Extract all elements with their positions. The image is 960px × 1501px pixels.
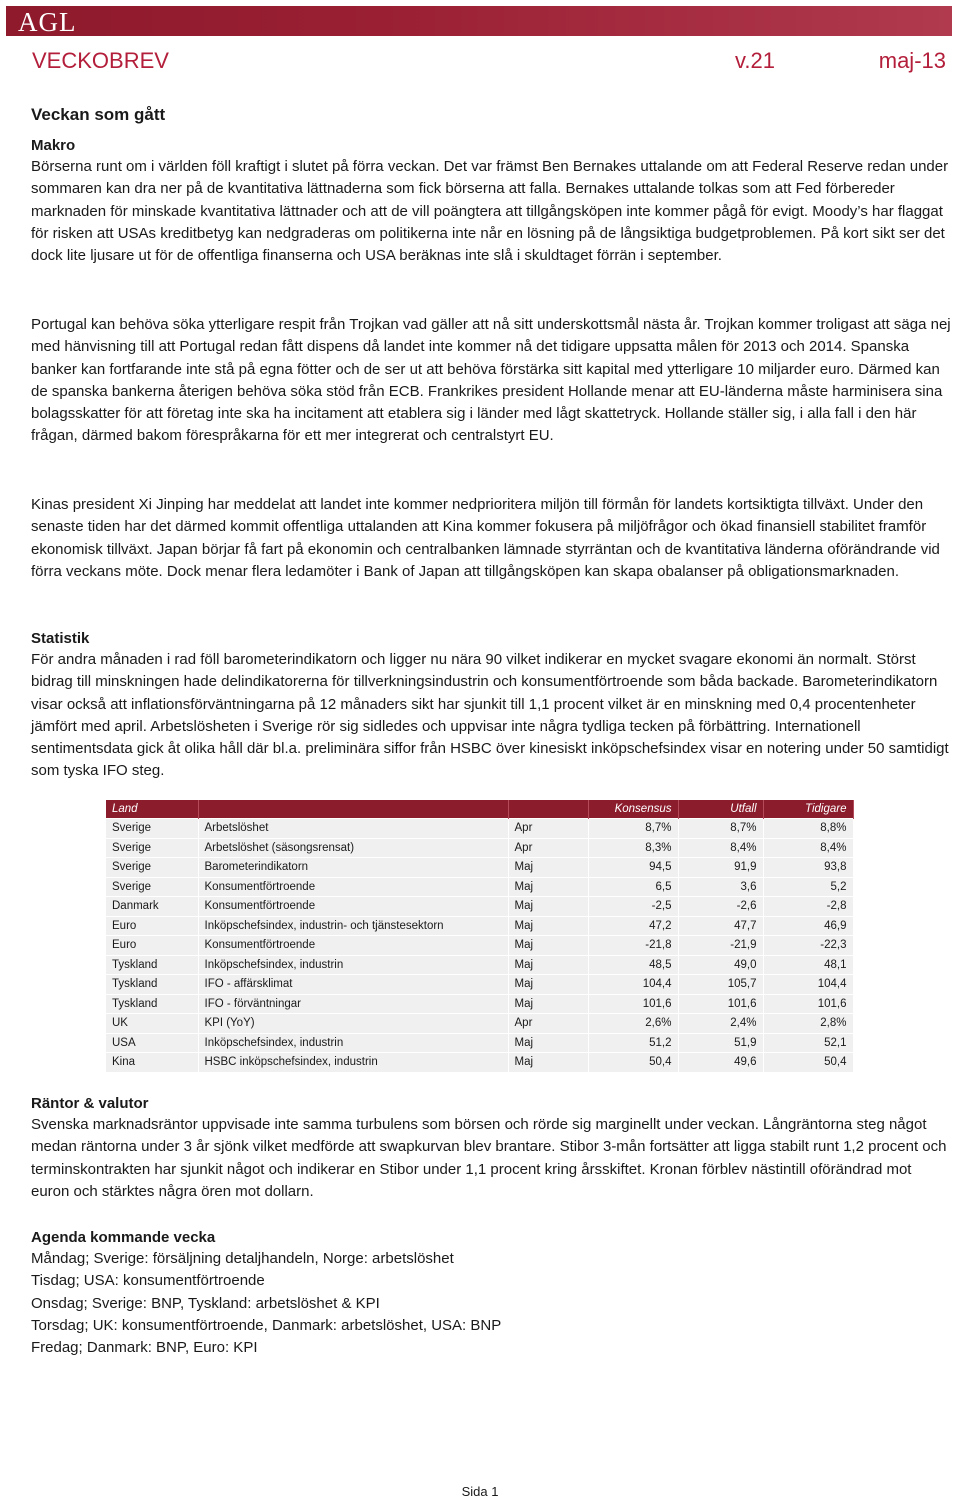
cell-indicator: Inköpschefsindex, industrin [198, 955, 508, 975]
section-rantor [31, 1094, 953, 1203]
statistik-heading: Statistik [31, 630, 90, 647]
cell-land: Sverige [106, 819, 198, 839]
cell-period: Maj [508, 916, 588, 936]
cell-period: Apr [508, 819, 588, 839]
cell-konsensus: 8,7% [588, 819, 678, 839]
cell-land: Danmark [106, 897, 198, 917]
cell-period: Maj [508, 897, 588, 917]
stats-table [106, 800, 854, 1072]
cell-tidigare: 2,8% [763, 1014, 853, 1034]
cell-land: Sverige [106, 838, 198, 858]
table-row [106, 975, 853, 995]
cell-tidigare: 104,4 [763, 975, 853, 995]
table-row [106, 1053, 853, 1072]
cell-tidigare: 5,2 [763, 877, 853, 897]
cell-utfall: -2,6 [678, 897, 763, 917]
cell-period: Maj [508, 994, 588, 1014]
agenda-item: Torsdag; UK: konsumentförtroende, Danmark: arbetslöshet, USA: BNP [31, 1316, 502, 1334]
table-row [106, 838, 853, 858]
page-number: Sida 1 [461, 1484, 499, 1499]
section-agenda [31, 1228, 953, 1359]
cell-period: Maj [508, 955, 588, 975]
agenda-item: Måndag; Sverige: försäljning detaljhandeln, Norge: arbetslöshet [31, 1250, 454, 1267]
cell-utfall: 49,6 [678, 1053, 763, 1072]
cell-period: Maj [508, 877, 588, 897]
table-row [106, 916, 853, 936]
cell-konsensus: 51,2 [588, 1033, 678, 1053]
agl-logo: AGL [18, 7, 77, 37]
cell-indicator: Barometerindikatorn [198, 858, 508, 878]
cell-land: Sverige [106, 877, 198, 897]
cell-tidigare: -22,3 [763, 936, 853, 956]
cell-konsensus: -21,8 [588, 936, 678, 956]
cell-indicator: Inköpschefsindex, industrin [198, 1033, 508, 1053]
cell-land: Tyskland [106, 994, 198, 1014]
title-row [32, 46, 946, 76]
cell-konsensus: 8,3% [588, 838, 678, 858]
cell-indicator: KPI (YoY) [198, 1014, 508, 1034]
cell-land: Sverige [106, 858, 198, 878]
paragraph-asia: Kinas president Xi Jinping har meddelat att landet inte kommer nedprioritera miljön till förmån för landets kortsiktigta tillväxt. Under den senaste tiden har det därmed kommit offentliga uttalanden att Kina kommer fokusera på miljöfrågor och ökad finansiell stabilitet framför ekonomisk tillväxt. Japan börjar få fart på ekonomin och centralbanken lämnade styrräntan och de kvantitativa länderna oförändrande vid förra veckans möte. Dock menar flera ledamöter i Bank of Japan att tillgångsköpen kan skapa obalanser på obligationsmarknaden. [31, 496, 940, 580]
cell-konsensus: 48,5 [588, 955, 678, 975]
cell-utfall: -21,9 [678, 936, 763, 956]
rantor-paragraph: Svenska marknadsräntor uppvisade inte samma turbulens som börsen och rörde sig marginellt under veckan. Långräntorna steg något medan räntorna under 3 år sjönk vilket medförde att swapkurvan blev brantare. Stibor 3-mån fortsätter att ligga stabilt runt 1,2 procent och terminskontrakten har sjunkit något och indikerar en Stibor under 1,1 procent kring årsskiftet. Kronan förblev nästintill oförändrad mot euron och stärktes några ören mot dollarn. [31, 1116, 947, 1200]
cell-konsensus: 2,6% [588, 1014, 678, 1034]
cell-konsensus: 6,5 [588, 877, 678, 897]
table-row [106, 1014, 853, 1034]
cell-utfall: 3,6 [678, 877, 763, 897]
agenda-item: Onsdag; Sverige: BNP, Tyskland: arbetslöshet & KPI [31, 1294, 380, 1312]
cell-period: Maj [508, 1053, 588, 1072]
cell-land: Tyskland [106, 955, 198, 975]
cell-utfall: 8,4% [678, 838, 763, 858]
section-heading: Veckan som gått [31, 105, 166, 124]
table-row [106, 897, 853, 917]
cell-tidigare: 52,1 [763, 1033, 853, 1053]
table-row [106, 1033, 853, 1053]
section-veckan [31, 104, 953, 267]
cell-tidigare: 8,8% [763, 819, 853, 839]
paragraph-usa: Börserna runt om i världen föll kraftigt i slutet på förra veckan. Det var främst Ben Bernakes uttalande om att Federal Reserve redan under sommaren kan dra ner på de kvantitativa lättnaderna som fick börserna att falla. Bernakes uttalande tolkas som att Fed förbereder marknaden för minskade kvantitativa lättnader och att de vill poängtera att tillgångsköpen inte kommer pågå för evigt. Moody’s har flaggat för risken att USAs kreditbetyg kan nedgraderas om politikerna inte når en lösning på de långsiktiga budgetproblemen. På kort sikt ser det dock lite ljusare ut för de offentliga finanserna och USA beräknas inte slå i skuldtaget förrän i september. [31, 158, 949, 265]
cell-indicator: IFO - affärsklimat [198, 975, 508, 995]
table-row [106, 994, 853, 1014]
week-label: v.21 [735, 48, 775, 73]
table-row [106, 819, 853, 839]
cell-tidigare: 93,8 [763, 858, 853, 878]
cell-period: Apr [508, 838, 588, 858]
cell-indicator: Konsumentförtroende [198, 877, 508, 897]
cell-konsensus: 94,5 [588, 858, 678, 878]
paragraph-europe: Portugal kan behöva söka ytterligare respit från Trojkan vad gäller att nå sitt underskottsmål nästa år. Trojkan kommer troligast att säga nej med hänvisning till att Portugal redan fått dispens då landet inte kommer nå det tidigare uppsatta målen för 2013 och 2014. Spanska banker kan fortfarande inte stå på egna fötter och de ser ut att behöva förstärka sitt kapital med ytterligare 10 miljarder euro. Därmed kan de spanska bankerna återigen behöva söka stöd från ECB. Frankrikes president Hollande menar att EU-länderna måste harminisera sina bolagsskatter för att företag inte ska ha incitament att etablera sig i länder med lågt skattetryck. Hollande ställer sig, i alla fall i den här frågan, därmed bakom förespråkarna för ett mer integrerat och centralstyrt EU. [31, 316, 951, 445]
cell-period: Maj [508, 1033, 588, 1053]
cell-period: Maj [508, 975, 588, 995]
date-label: maj-13 [878, 48, 946, 73]
col-header-utfall: Utfall [678, 800, 763, 819]
page-title: VECKOBREV [32, 48, 169, 73]
makro-heading: Makro [31, 137, 76, 154]
cell-konsensus: -2,5 [588, 897, 678, 917]
table-row [106, 858, 853, 878]
col-header-land: Land [106, 800, 198, 819]
table-header-row [106, 800, 853, 819]
cell-period: Maj [508, 858, 588, 878]
cell-utfall: 105,7 [678, 975, 763, 995]
cell-konsensus: 47,2 [588, 916, 678, 936]
cell-utfall: 47,7 [678, 916, 763, 936]
section-statistik [31, 629, 953, 783]
cell-utfall: 2,4% [678, 1014, 763, 1034]
rantor-heading: Räntor & valutor [31, 1095, 149, 1112]
cell-indicator: Konsumentförtroende [198, 897, 508, 917]
cell-tidigare: -2,8 [763, 897, 853, 917]
cell-konsensus: 104,4 [588, 975, 678, 995]
cell-land: UK [106, 1014, 198, 1034]
cell-utfall: 101,6 [678, 994, 763, 1014]
cell-tidigare: 101,6 [763, 994, 853, 1014]
section-europe [31, 314, 953, 448]
cell-konsensus: 101,6 [588, 994, 678, 1014]
col-header-indicator [198, 800, 508, 819]
col-header-tidigare: Tidigare [763, 800, 853, 819]
cell-indicator: IFO - förväntningar [198, 994, 508, 1014]
cell-indicator: Konsumentförtroende [198, 936, 508, 956]
cell-utfall: 8,7% [678, 819, 763, 839]
table-row [106, 955, 853, 975]
cell-indicator: HSBC inköpschefsindex, industrin [198, 1053, 508, 1072]
cell-period: Maj [508, 936, 588, 956]
cell-land: Tyskland [106, 975, 198, 995]
cell-indicator: Arbetslöshet (säsongsrensat) [198, 838, 508, 858]
section-asia [31, 494, 953, 583]
cell-tidigare: 48,1 [763, 955, 853, 975]
table-row [106, 936, 853, 956]
cell-land: USA [106, 1033, 198, 1053]
agenda-item: Tisdag; USA: konsumentförtroende [31, 1272, 265, 1290]
statistik-paragraph: För andra månaden i rad föll barometerindikatorn och ligger nu nära 90 vilket indikerar en mycket svagare ekonomi än normalt. Störst bidrag till minskningen hade delindikatorerna för tillverkningsindustrin och konsumentförtroende som båda backade. Barometerindikatorn visar också att inflationsförväntningarna på 12 månaders sikt har sjunkit till 1,1 procent vilket är en minskning med 0,4 procentenheter jämfört med april. Arbetslösheten i Sverige rör sig sidledes och uppvisar inte några tydliga tecken på förbättring. Internationell sentimentsdata gick åt olika håll där bl.a. preliminära siffor från HSBC över kinesiskt inköpschefsindex visar en notering under 50 samtidigt som tyska IFO steg. [31, 651, 949, 780]
cell-utfall: 51,9 [678, 1033, 763, 1053]
cell-indicator: Arbetslöshet [198, 819, 508, 839]
cell-period: Apr [508, 1014, 588, 1034]
cell-land: Kina [106, 1053, 198, 1072]
cell-utfall: 91,9 [678, 858, 763, 878]
agenda-item: Fredag; Danmark: BNP, Euro: KPI [31, 1339, 258, 1357]
cell-konsensus: 50,4 [588, 1053, 678, 1072]
cell-tidigare: 8,4% [763, 838, 853, 858]
header-banner [6, 6, 952, 36]
cell-land: Euro [106, 936, 198, 956]
agenda-heading: Agenda kommande vecka [31, 1229, 216, 1246]
col-header-konsensus: Konsensus [588, 800, 678, 819]
cell-indicator: Inköpschefsindex, industrin- och tjänstesektorn [198, 916, 508, 936]
cell-land: Euro [106, 916, 198, 936]
cell-utfall: 49,0 [678, 955, 763, 975]
cell-tidigare: 50,4 [763, 1053, 853, 1072]
cell-tidigare: 46,9 [763, 916, 853, 936]
col-header-period [508, 800, 588, 819]
table-row [106, 877, 853, 897]
